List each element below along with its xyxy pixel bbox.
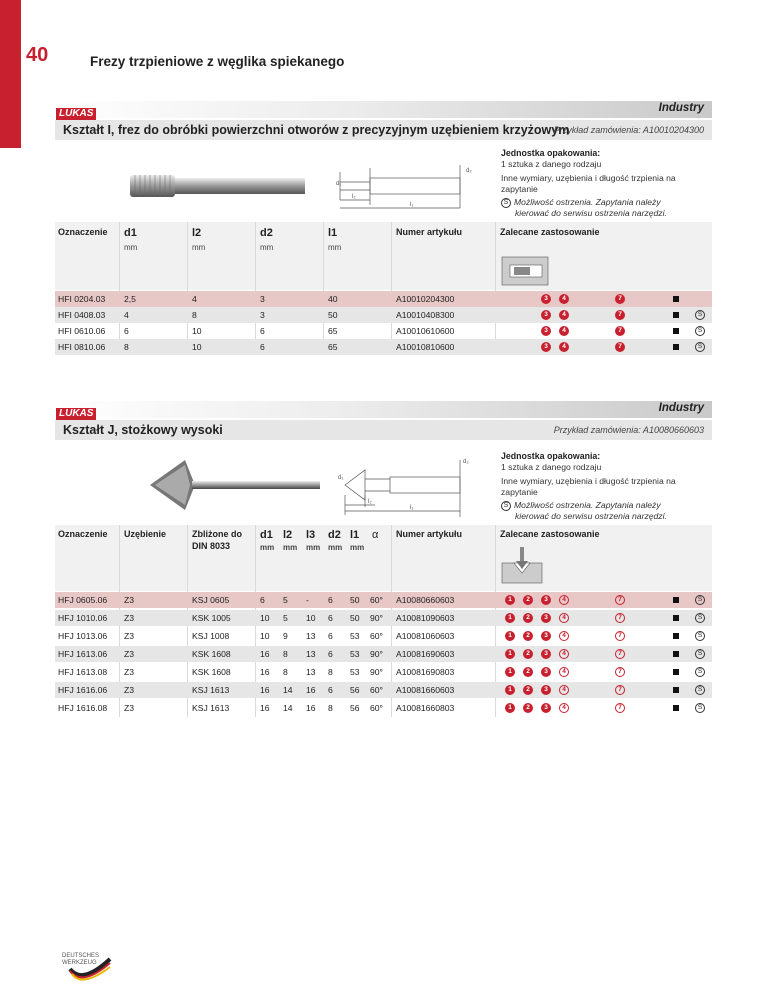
cell-l1: 50 [328,310,338,320]
application-dot-2: 2 [523,703,533,713]
application-dot-7: 7 [615,703,625,713]
application-dot-4: 4 [559,613,569,623]
cell-d1: 10 [260,613,270,623]
cell-oznaczenie: HFJ 1613.08 [58,667,108,677]
application-dot-4: 4 [559,310,569,320]
application-dot-2: 2 [523,685,533,695]
sharpening-icon: S [501,198,511,208]
cell-d2: 6 [328,613,333,623]
application-dot-3: 3 [541,649,551,659]
cell-din: KSK 1608 [192,667,231,677]
cell-l2: 5 [283,613,288,623]
cell-uzebienie: Z3 [124,613,135,623]
cell-din: KSK 1005 [192,613,231,623]
cell-din: KSJ 1613 [192,685,230,695]
packaging-info-2: Jednostka opakowania: 1 sztuka z danego rodzaju Inne wymiary, uzębienia i długość trzpienia na zapytanie S Możliwość ostrzenia. Zapytania należy kierować do serwisu ostrzenia narzędzi. [501,451,676,521]
cell-d2: 8 [328,703,333,713]
cell-l1: 53 [350,667,360,677]
table-row [55,628,712,644]
application-dot-3: 3 [541,631,551,641]
col2-zastosowanie: Zalecane zastosowanie [500,529,600,539]
table-row [55,664,712,680]
cell-d1: 16 [260,667,270,677]
table-row [55,323,712,339]
col-l1: l1 [328,227,338,239]
section-title-2: Kształt J, stożkowy wysoki [63,423,223,437]
suitability-mark [673,312,679,318]
cell-d1: 10 [260,631,270,641]
lukas-logo-2: LUKAS [56,408,100,421]
cell-l1: 53 [350,649,360,659]
suitability-mark [673,296,679,302]
cell-d1: 6 [260,595,265,605]
sharpenable-icon: S [695,342,705,352]
application-dot-1: 1 [505,631,515,641]
sharpenable-icon: S [695,631,705,641]
cell-alpha: 60° [370,631,383,641]
cell-uzebienie: Z3 [124,703,135,713]
application-dot-4: 4 [559,667,569,677]
cell-alpha: 60° [370,703,383,713]
cell-l1: 40 [328,294,338,304]
cell-l1: 56 [350,685,360,695]
cell-d1: 4 [124,310,129,320]
cell-uzebienie: Z3 [124,631,135,641]
cell-oznaczenie: HFI 0610.06 [58,326,106,336]
cell-din: KSJ 1008 [192,631,230,641]
suitability-mark [673,687,679,693]
cell-l2: 8 [283,649,288,659]
suitability-mark [673,669,679,675]
cell-l3: 10 [306,613,316,623]
table-row [55,307,712,323]
cell-numer: A10010204300 [396,294,455,304]
svg-text:d₂: d₂ [463,459,469,465]
application-dot-4: 4 [559,703,569,713]
sharpenable-icon: S [695,667,705,677]
cell-d1: 8 [124,342,129,352]
col-l2: l2 [192,227,202,239]
sharpenable-icon: S [695,595,705,605]
cell-din: KSK 1608 [192,649,231,659]
section-header-2 [55,420,712,440]
svg-text:WERKZEUG: WERKZEUG [62,960,97,966]
application-dot-1: 1 [505,649,515,659]
cell-d1: 2,5 [124,294,136,304]
cell-numer: A10081090603 [396,613,455,623]
suitability-mark [673,597,679,603]
sharpenable-icon: S [695,613,705,623]
cell-numer: A10010810600 [396,342,455,352]
application-dot-7: 7 [615,310,625,320]
table-header-1 [55,222,712,290]
application-dot-7: 7 [615,649,625,659]
industry-bar-2 [55,401,712,418]
application-dot-3: 3 [541,342,551,352]
svg-text:DEUTSCHES: DEUTSCHES [62,953,100,959]
cell-alpha: 90° [370,649,383,659]
application-dot-3: 3 [541,294,551,304]
section-title: Kształt I, frez do obróbki powierzchni otworów z precyzyjnym uzębieniem krzyżowym [63,123,570,137]
cell-l2: 10 [192,326,202,336]
cell-d2: 3 [260,294,265,304]
cell-numer: A10081060603 [396,631,455,641]
application-dot-4: 4 [559,326,569,336]
cell-d2: 8 [328,667,333,677]
application-dot-3: 3 [541,703,551,713]
cell-l3: - [306,595,309,605]
application-dot-1: 1 [505,667,515,677]
application-dot-1: 1 [505,613,515,623]
cell-oznaczenie: HFI 0810.06 [58,342,106,352]
cell-numer: A10010408300 [396,310,455,320]
page-number: 40 [26,44,49,66]
cell-numer: A10081660603 [396,685,455,695]
svg-text:l₂: l₂ [352,194,356,200]
cell-l3: 16 [306,685,316,695]
tool-image-hfj [150,455,480,520]
cell-alpha: 90° [370,613,383,623]
cell-l1: 53 [350,631,360,641]
application-dot-3: 3 [541,685,551,695]
cell-uzebienie: Z3 [124,685,135,695]
col2-numer: Numer artykułu [396,529,463,539]
suitability-mark [673,705,679,711]
col2-zblizone: Zbliżone do [192,529,242,539]
col-d1: d1 [124,227,137,239]
cell-numer: A10081690803 [396,667,455,677]
suitability-mark [673,651,679,657]
application-dot-4: 4 [559,631,569,641]
application-dot-4: 4 [559,342,569,352]
application-dot-2: 2 [523,649,533,659]
table-row [55,610,712,626]
application-dot-3: 3 [541,310,551,320]
suitability-mark [673,344,679,350]
cell-d2: 6 [260,342,265,352]
cell-oznaczenie: HFJ 0605.06 [58,595,108,605]
cell-oznaczenie: HFJ 1613.06 [58,649,108,659]
cell-l1: 65 [328,342,338,352]
table-row [55,682,712,698]
cell-numer: A10081660803 [396,703,455,713]
cell-l2: 8 [283,667,288,677]
cell-l2: 14 [283,703,293,713]
svg-text:d₁: d₁ [338,475,344,481]
col-d2: d2 [260,227,273,239]
order-example-2: Przykład zamówienia: A10080660603 [553,425,704,435]
application-diagram-2 [500,545,545,587]
cell-oznaczenie: HFJ 1010.06 [58,613,108,623]
sharpenable-icon: S [695,310,705,320]
cell-l2: 10 [192,342,202,352]
application-dot-7: 7 [615,294,625,304]
suitability-mark [673,633,679,639]
section-header-1 [55,120,712,140]
sharpenable-icon: S [695,649,705,659]
cell-d1: 16 [260,649,270,659]
cell-l1: 50 [350,613,360,623]
cell-l1: 56 [350,703,360,713]
table-row [55,592,712,608]
cell-l3: 13 [306,667,316,677]
cell-oznaczenie: HFI 0204.03 [58,294,106,304]
table-row [55,646,712,662]
cell-din: KSJ 1613 [192,703,230,713]
cell-d2: 6 [328,631,333,641]
col-zastosowanie: Zalecane zastosowanie [500,227,600,237]
svg-text:l₁: l₁ [410,202,414,208]
cell-d1: 16 [260,685,270,695]
application-dot-4: 4 [559,595,569,605]
cell-oznaczenie: HFJ 1013.06 [58,631,108,641]
col-numer: Numer artykułu [396,227,463,237]
cell-d1: 6 [124,326,129,336]
svg-text:l₂: l₂ [368,499,372,505]
application-diagram-1 [500,255,550,287]
cell-d2: 6 [260,326,265,336]
lukas-logo: LUKAS [56,108,100,121]
industry-badge-2: Industry [658,402,704,414]
application-dot-2: 2 [523,613,533,623]
cell-uzebienie: Z3 [124,667,135,677]
cell-d2: 3 [260,310,265,320]
col2-uzebienie: Uzębienie [124,529,167,539]
cell-numer: A10080660603 [396,595,455,605]
industry-badge: Industry [658,102,704,114]
table-row [55,700,712,716]
application-dot-3: 3 [541,326,551,336]
application-dot-1: 1 [505,703,515,713]
cell-l3: 16 [306,703,316,713]
cell-d2: 6 [328,685,333,695]
cell-l2: 9 [283,631,288,641]
cell-l3: 13 [306,631,316,641]
cell-l2: 5 [283,595,288,605]
suitability-mark [673,328,679,334]
deutsches-werkzeug-logo [60,945,120,985]
cell-l1: 65 [328,326,338,336]
cell-d1: 16 [260,703,270,713]
cell-uzebienie: Z3 [124,649,135,659]
cell-numer: A10081690603 [396,649,455,659]
cell-d2: 6 [328,595,333,605]
cell-din: KSJ 0605 [192,595,230,605]
svg-text:d₂: d₂ [466,168,472,174]
col-oznaczenie: Oznaczenie [58,227,108,237]
application-dot-7: 7 [615,613,625,623]
application-dot-7: 7 [615,667,625,677]
tool-image-hfi [130,160,470,215]
application-dot-2: 2 [523,667,533,677]
cell-l1: 50 [350,595,360,605]
cell-uzebienie: Z3 [124,595,135,605]
cell-oznaczenie: HFJ 1616.06 [58,685,108,695]
application-dot-2: 2 [523,631,533,641]
svg-text:d₁: d₁ [336,181,342,187]
application-dot-3: 3 [541,667,551,677]
cell-numer: A10010610600 [396,326,455,336]
application-dot-4: 4 [559,685,569,695]
industry-bar-1 [55,101,712,118]
cell-oznaczenie: HFJ 1616.08 [58,703,108,713]
sharpening-icon-2: S [501,501,511,511]
order-example: Przykład zamówienia: A10010204300 [553,125,704,135]
cell-l2: 4 [192,294,197,304]
cell-l3: 13 [306,649,316,659]
col2-oznaczenie: Oznaczenie [58,529,108,539]
cell-l2: 14 [283,685,293,695]
application-dot-7: 7 [615,685,625,695]
application-dot-1: 1 [505,685,515,695]
application-dot-1: 1 [505,595,515,605]
suitability-mark [673,615,679,621]
table-row [55,291,712,307]
application-dot-3: 3 [541,595,551,605]
cell-oznaczenie: HFI 0408.03 [58,310,106,320]
cell-l2: 8 [192,310,197,320]
application-dot-4: 4 [559,294,569,304]
application-dot-7: 7 [615,595,625,605]
application-dot-4: 4 [559,649,569,659]
sharpenable-icon: S [695,685,705,695]
sharpenable-icon: S [695,326,705,336]
cell-alpha: 90° [370,667,383,677]
cell-d2: 6 [328,649,333,659]
cell-alpha: 60° [370,685,383,695]
sharpenable-icon: S [695,703,705,713]
application-dot-7: 7 [615,342,625,352]
page-title: Frezy trzpieniowe z węglika spiekanego [90,54,345,69]
cell-alpha: 60° [370,595,383,605]
application-dot-2: 2 [523,595,533,605]
application-dot-7: 7 [615,326,625,336]
table-row [55,339,712,355]
application-dot-7: 7 [615,631,625,641]
packaging-info-1: Jednostka opakowania: 1 sztuka z danego rodzaju Inne wymiary, uzębienia i długość trzpienia na zapytanie S Możliwość ostrzenia. Zapytania należy kierować do serwisu ostrzenia narzędzi. [501,148,676,218]
page-edge-bar [0,0,21,148]
svg-text:l₁: l₁ [410,505,414,511]
application-dot-3: 3 [541,613,551,623]
